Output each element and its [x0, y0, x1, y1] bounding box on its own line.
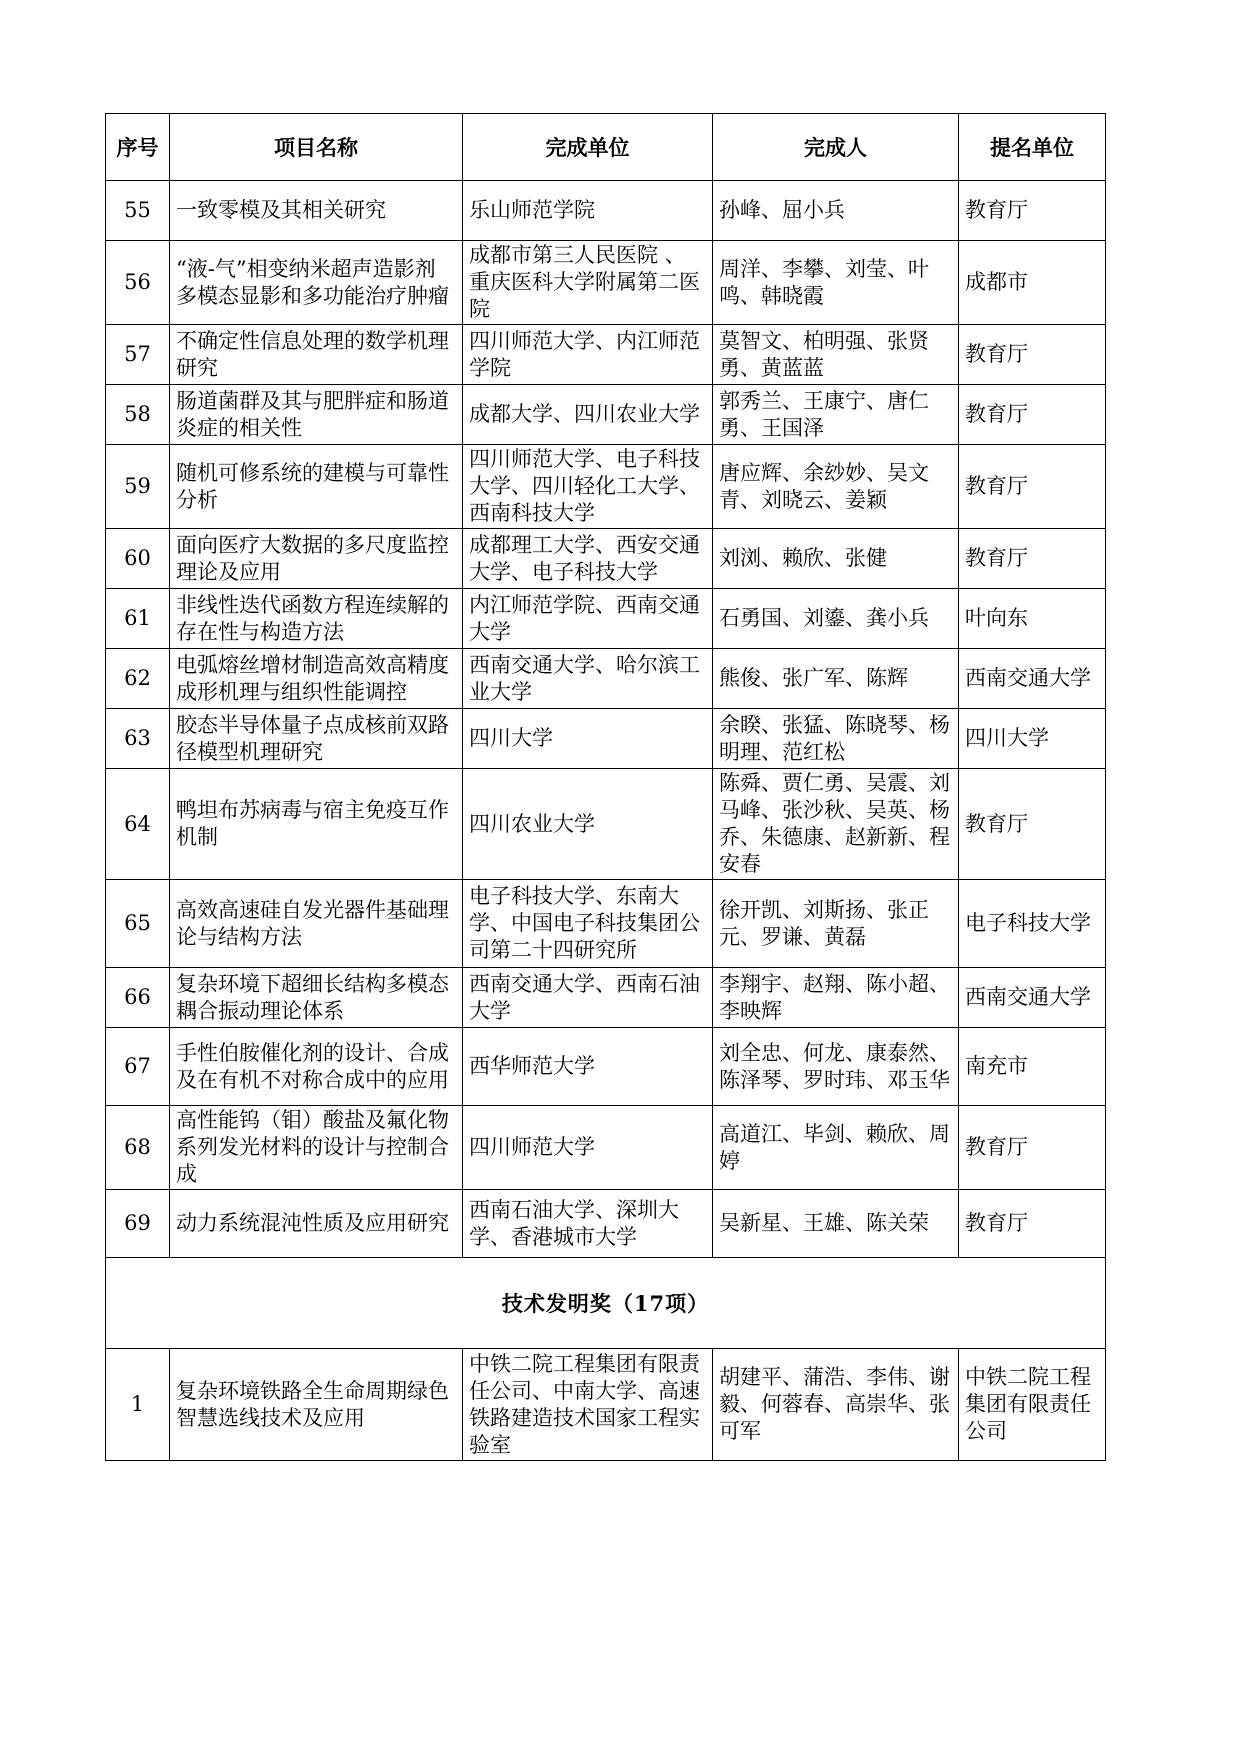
row-nominator: 南充市	[959, 1028, 1106, 1106]
row-number: 68	[106, 1106, 170, 1190]
row-persons: 熊俊、张广军、陈辉	[713, 649, 959, 709]
table-row	[106, 241, 1106, 325]
row-nominator: 教育厅	[959, 769, 1106, 880]
row-persons: 孙峰、屈小兵	[713, 181, 959, 241]
row-project-name: 非线性迭代函数方程连续解的存在性与构造方法	[170, 589, 463, 649]
row-project-name: 胶态半导体量子点成核前双路径模型机理研究	[170, 709, 463, 769]
table-row	[106, 445, 1106, 529]
row-persons: 陈舜、贾仁勇、吴震、刘马峰、张沙秋、吴英、杨乔、朱德康、赵新新、程安春	[713, 769, 959, 880]
row-number: 59	[106, 445, 170, 529]
table-row	[106, 181, 1106, 241]
row-number: 65	[106, 880, 170, 968]
row-project-name: 复杂环境铁路全生命周期绿色智慧选线技术及应用	[170, 1349, 463, 1461]
table-row	[106, 880, 1106, 968]
row-unit: 中铁二院工程集团有限责任公司、中南大学、高速铁路建造技术国家工程实验室	[463, 1349, 713, 1461]
row-project-name: 复杂环境下超细长结构多模态耦合振动理论体系	[170, 968, 463, 1028]
row-unit: 内江师范学院、西南交通大学	[463, 589, 713, 649]
table-row	[106, 769, 1106, 880]
header-project-name: 项目名称	[170, 114, 463, 181]
table-row	[106, 385, 1106, 445]
row-nominator: 教育厅	[959, 1106, 1106, 1190]
table-row	[106, 1028, 1106, 1106]
row-persons: 高道江、毕剑、赖欣、周婷	[713, 1106, 959, 1190]
header-completing-persons: 完成人	[713, 114, 959, 181]
row-unit: 西华师范大学	[463, 1028, 713, 1106]
row-unit: 乐山师范学院	[463, 181, 713, 241]
row-number: 62	[106, 649, 170, 709]
row-unit: 西南交通大学、哈尔滨工业大学	[463, 649, 713, 709]
row-project-name: 电弧熔丝增材制造高效高精度成形机理与组织性能调控	[170, 649, 463, 709]
header-serial-number: 序号	[106, 114, 170, 181]
row-project-name: “液-气”相变纳米超声造影剂多模态显影和多功能治疗肿瘤	[170, 241, 463, 325]
row-nominator: 中铁二院工程集团有限责任公司	[959, 1349, 1106, 1461]
row-project-name: 一致零模及其相关研究	[170, 181, 463, 241]
row-nominator: 教育厅	[959, 385, 1106, 445]
row-nominator: 教育厅	[959, 445, 1106, 529]
table-body	[106, 181, 1106, 1461]
row-unit: 成都理工大学、西安交通大学、电子科技大学	[463, 529, 713, 589]
row-number: 66	[106, 968, 170, 1028]
table-row	[106, 649, 1106, 709]
section-title: 技术发明奖（17项）	[106, 1258, 1106, 1349]
row-nominator: 四川大学	[959, 709, 1106, 769]
header-nominating-unit: 提名单位	[959, 114, 1106, 181]
header-completing-unit: 完成单位	[463, 114, 713, 181]
row-project-name: 面向医疗大数据的多尺度监控理论及应用	[170, 529, 463, 589]
row-unit: 四川大学	[463, 709, 713, 769]
row-persons: 刘全忠、何龙、康泰然、陈泽琴、罗时玮、邓玉华	[713, 1028, 959, 1106]
row-persons: 徐开凯、刘斯扬、张正元、罗谦、黄磊	[713, 880, 959, 968]
row-nominator: 西南交通大学	[959, 649, 1106, 709]
row-number: 57	[106, 325, 170, 385]
row-number: 56	[106, 241, 170, 325]
table-row	[106, 1190, 1106, 1258]
row-unit: 四川师范大学、内江师范学院	[463, 325, 713, 385]
row-persons: 余睽、张猛、陈晓琴、杨明理、范红松	[713, 709, 959, 769]
row-project-name: 肠道菌群及其与肥胖症和肠道炎症的相关性	[170, 385, 463, 445]
row-number: 61	[106, 589, 170, 649]
row-persons: 石勇国、刘鎏、龚小兵	[713, 589, 959, 649]
row-persons: 李翔宇、赵翔、陈小超、李映辉	[713, 968, 959, 1028]
row-nominator: 教育厅	[959, 181, 1106, 241]
row-project-name: 随机可修系统的建模与可靠性分析	[170, 445, 463, 529]
row-persons: 吴新星、王雄、陈关荣	[713, 1190, 959, 1258]
row-unit: 电子科技大学、东南大学、中国电子科技集团公司第二十四研究所	[463, 880, 713, 968]
row-number: 69	[106, 1190, 170, 1258]
table-row	[106, 1106, 1106, 1190]
row-number: 55	[106, 181, 170, 241]
row-nominator: 教育厅	[959, 325, 1106, 385]
row-nominator: 电子科技大学	[959, 880, 1106, 968]
table-header-row	[106, 114, 1106, 181]
row-nominator: 教育厅	[959, 1190, 1106, 1258]
row-persons: 唐应辉、余玅妙、吴文青、刘晓云、姜颖	[713, 445, 959, 529]
row-unit: 四川农业大学	[463, 769, 713, 880]
table-row	[106, 1349, 1106, 1461]
row-project-name: 手性伯胺催化剂的设计、合成及在有机不对称合成中的应用	[170, 1028, 463, 1106]
row-number: 1	[106, 1349, 170, 1461]
row-nominator: 西南交通大学	[959, 968, 1106, 1028]
section-header-row	[106, 1258, 1106, 1349]
awards-table	[105, 113, 1106, 1461]
row-unit: 西南石油大学、深圳大学、香港城市大学	[463, 1190, 713, 1258]
row-persons: 周洋、李攀、刘莹、叶鸣、韩晓霞	[713, 241, 959, 325]
row-persons: 莫智文、柏明强、张贤勇、黄蓝蓝	[713, 325, 959, 385]
row-persons: 郭秀兰、王康宁、唐仁勇、王国泽	[713, 385, 959, 445]
row-unit: 成都大学、四川农业大学	[463, 385, 713, 445]
row-project-name: 动力系统混沌性质及应用研究	[170, 1190, 463, 1258]
row-unit: 四川师范大学、电子科技大学、四川轻化工大学、西南科技大学	[463, 445, 713, 529]
table-row	[106, 589, 1106, 649]
row-number: 64	[106, 769, 170, 880]
row-project-name: 高效高速硅自发光器件基础理论与结构方法	[170, 880, 463, 968]
row-number: 63	[106, 709, 170, 769]
table-row	[106, 529, 1106, 589]
table-row	[106, 325, 1106, 385]
row-nominator: 叶向东	[959, 589, 1106, 649]
table-row	[106, 968, 1106, 1028]
row-unit: 成都市第三人民医院 、重庆医科大学附属第二医院	[463, 241, 713, 325]
row-project-name: 鸭坦布苏病毒与宿主免疫互作机制	[170, 769, 463, 880]
row-project-name: 高性能钨（钼）酸盐及氟化物系列发光材料的设计与控制合成	[170, 1106, 463, 1190]
row-nominator: 成都市	[959, 241, 1106, 325]
row-persons: 刘浏、赖欣、张健	[713, 529, 959, 589]
table-row	[106, 709, 1106, 769]
row-project-name: 不确定性信息处理的数学机理研究	[170, 325, 463, 385]
row-number: 58	[106, 385, 170, 445]
row-number: 60	[106, 529, 170, 589]
row-nominator: 教育厅	[959, 529, 1106, 589]
row-unit: 西南交通大学、西南石油大学	[463, 968, 713, 1028]
row-unit: 四川师范大学	[463, 1106, 713, 1190]
row-number: 67	[106, 1028, 170, 1106]
row-persons: 胡建平、蒲浩、李伟、谢毅、何蓉春、高崇华、张可军	[713, 1349, 959, 1461]
